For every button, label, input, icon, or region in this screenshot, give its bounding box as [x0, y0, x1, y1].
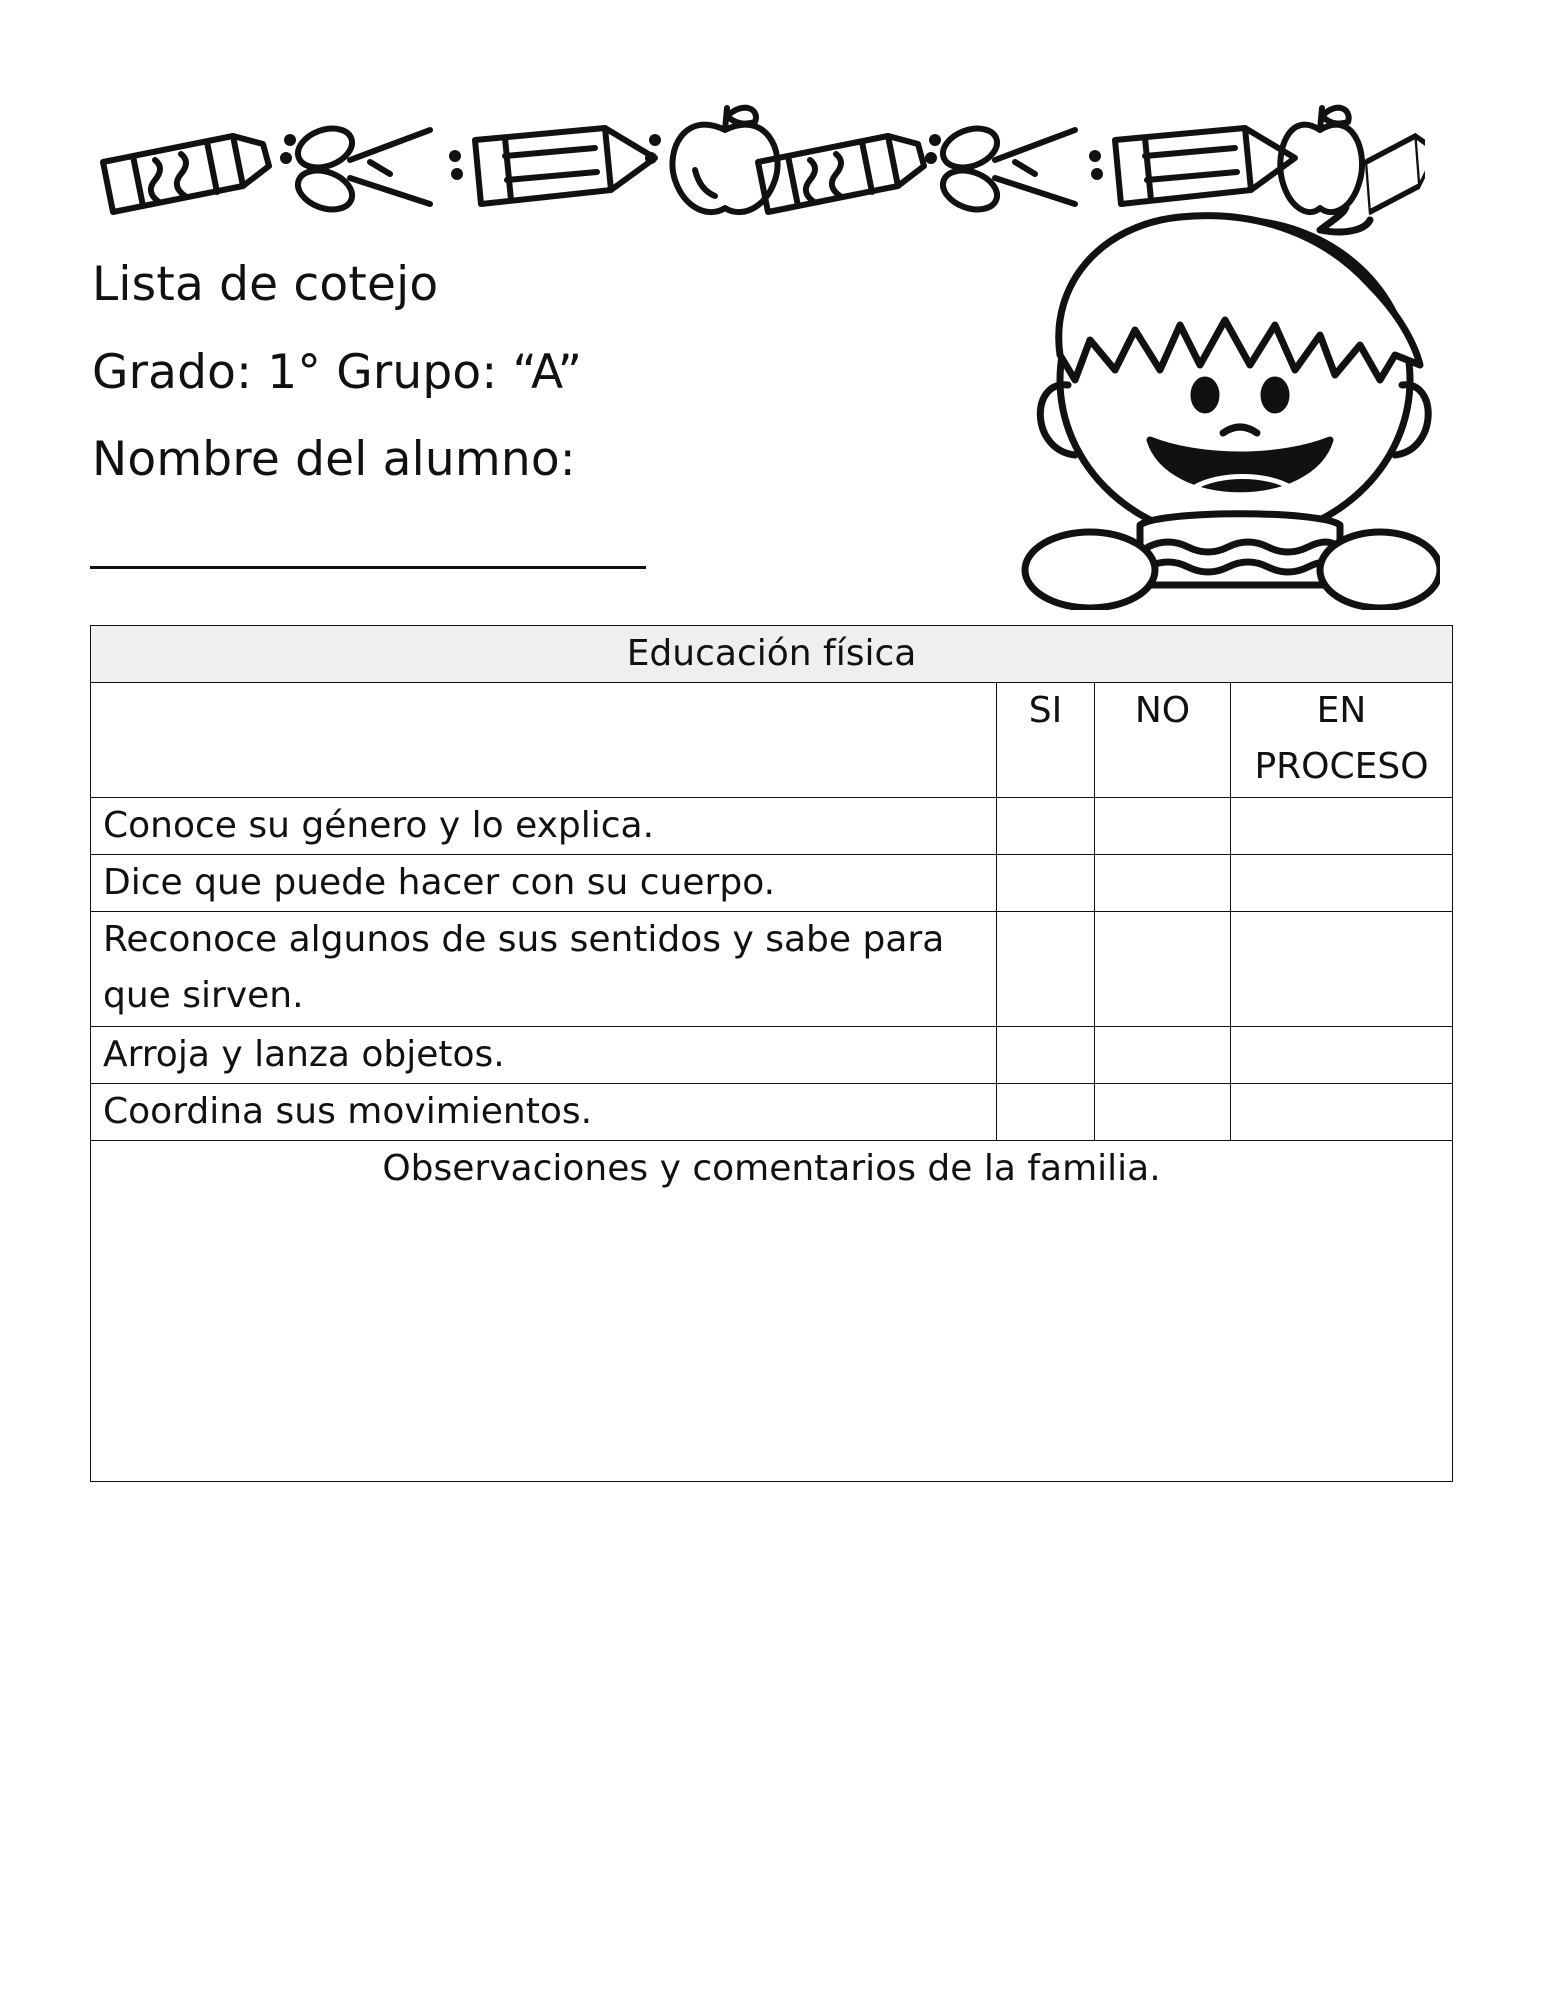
- column-no: NO: [1095, 683, 1231, 798]
- si-check-cell[interactable]: [997, 798, 1095, 855]
- observations-row: [91, 1141, 1453, 1482]
- subject-row: [91, 626, 1453, 683]
- header-empty-cell: [91, 683, 997, 798]
- criterion-label: Conoce su género y lo explica.: [91, 798, 997, 855]
- criterion-label: Dice que puede hacer con su cuerpo.: [91, 855, 997, 912]
- table-row: [91, 1084, 1453, 1141]
- table-row: [91, 798, 1453, 855]
- column-si: SI: [997, 683, 1095, 798]
- en-proceso-check-cell[interactable]: [1231, 855, 1453, 912]
- criterion-label: Coordina sus movimientos.: [91, 1084, 997, 1141]
- scissors-icon: [283, 122, 430, 217]
- pencil-icon: [1092, 128, 1295, 204]
- no-check-cell[interactable]: [1095, 1084, 1231, 1141]
- crayon-icon: [103, 136, 269, 212]
- observations-label[interactable]: Observaciones y comentarios de la familia.: [91, 1141, 1453, 1482]
- si-check-cell[interactable]: [997, 1084, 1095, 1141]
- crayon-icon: [758, 136, 924, 212]
- boy-character-icon: [1020, 205, 1440, 610]
- table-row: [91, 855, 1453, 912]
- grade-group-label: Grado: 1° Grupo: “A”: [92, 345, 583, 400]
- no-check-cell[interactable]: [1095, 1027, 1231, 1084]
- crayon-icon: [1366, 136, 1425, 212]
- en-proceso-check-cell[interactable]: [1231, 1027, 1453, 1084]
- no-check-cell[interactable]: [1095, 855, 1231, 912]
- si-check-cell[interactable]: [997, 1027, 1095, 1084]
- pencil-icon: [452, 128, 655, 204]
- student-name-label: Nombre del alumno:: [92, 432, 576, 487]
- en-proceso-check-cell[interactable]: [1231, 798, 1453, 855]
- no-check-cell[interactable]: [1095, 912, 1231, 1027]
- si-check-cell[interactable]: [997, 912, 1095, 1027]
- student-name-blank[interactable]: [90, 566, 646, 569]
- decorative-border: [95, 100, 1425, 220]
- table-row: [91, 1027, 1453, 1084]
- column-header-row: [91, 683, 1453, 798]
- column-en-proceso: EN PROCESO: [1231, 683, 1453, 798]
- criterion-label: Arroja y lanza objetos.: [91, 1027, 997, 1084]
- no-check-cell[interactable]: [1095, 798, 1231, 855]
- checklist-table: [90, 625, 1453, 1482]
- page-title: Lista de cotejo: [92, 257, 439, 312]
- en-proceso-check-cell[interactable]: [1231, 1084, 1453, 1141]
- scissors-icon: [928, 122, 1075, 217]
- table-row: [91, 912, 1453, 1027]
- subject-title: Educación física: [91, 626, 1453, 683]
- criterion-label: Reconoce algunos de sus sentidos y sabe para que sirven.: [91, 912, 997, 1027]
- si-check-cell[interactable]: [997, 855, 1095, 912]
- en-proceso-check-cell[interactable]: [1231, 912, 1453, 1027]
